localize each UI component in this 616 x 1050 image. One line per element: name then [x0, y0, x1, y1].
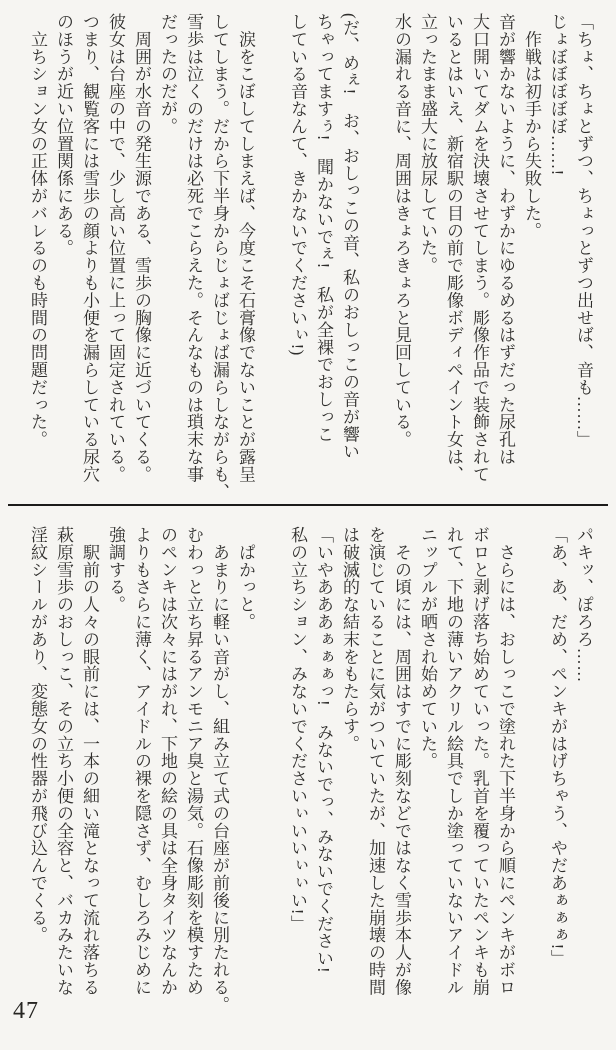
text-line: 作戦は初手から失敗した。	[522, 13, 541, 240]
blank-line	[362, 13, 388, 505]
blank-line	[258, 13, 284, 505]
text-line: 萩原雪歩のおしっこ、その立ち小便の全容と、バカみたいな	[54, 526, 73, 996]
text-line: 強調する。	[106, 526, 125, 613]
text-line: を演じていることに気がついていたが、加速した崩壊の時間	[366, 526, 385, 996]
text-line: 立ったまま盛大に放尿していた。	[418, 13, 437, 274]
text-line: してしまう。だから下半身からじょばじょば漏らしながらも、	[210, 13, 229, 501]
text-line: あまりに軽い音がし、組み立て式の台座が前後に別たれる。	[210, 526, 229, 1014]
text-line: 雪歩は泣くのだけは必死でこらえた。そんなものは瑣末な事	[184, 13, 203, 483]
text-line: 「いやあああぁぁぁっ! みないでっ、みないでください!	[314, 526, 333, 974]
text-line: むわっと立ち昇るアンモニア臭と湯気。石像彫刻を模すため	[184, 526, 203, 996]
text-line: (だ、めぇ! お、おしっこの音、私のおしっこの音が響い	[340, 13, 359, 461]
text-line: ぱかっと。	[236, 526, 255, 631]
section-divider	[8, 504, 608, 506]
text-line: れて、下地の薄いアクリル絵具でしか塗っていないアイドル	[444, 526, 463, 996]
text-line: その頃には、周囲はすでに彫刻などではなく雪歩本人が像	[392, 526, 411, 996]
blank-line	[258, 526, 284, 1018]
text-line: 周囲が水音の発生源である、雪歩の胸像に近づいてくる。	[132, 13, 151, 483]
text-line: 音が響かないように、わずかにゆるめるはずだった尿孔は	[496, 13, 515, 466]
text-line: 立ちション女の正体がバレるのも時間の問題だった。	[28, 13, 47, 448]
blank-line	[518, 526, 544, 1018]
text-line: ちゃってますぅ! 聞かないでぇ! 私が全裸でおしっこ	[314, 13, 333, 443]
text-line: 淫紋シールがあり、変態女の性器が飛び込んでくる。	[28, 526, 47, 944]
text-line: 「あ、あ、だめ、ペンキがはげちゃう、やだあぁぁぁ!」	[548, 526, 567, 968]
bottom-text-block	[24, 526, 596, 1018]
text-line: は破滅的な結末をもたらす。	[340, 526, 359, 753]
text-line: よりもさらに薄く、アイドルの裸を隠さず、むしろみじめに	[132, 526, 151, 996]
text-line: ボロと剥げ落ち始めていった。乳首を覆っていたペンキも崩	[470, 526, 489, 996]
text-line: している音なんて、きかないでくださいぃ!)	[288, 13, 307, 356]
text-line: 私の立ちション、みないでくださいぃいいぃぃい!」	[288, 526, 307, 933]
text-line: 彼女は台座の中で、少し高い位置に上って固定されている。	[106, 13, 125, 483]
text-line: さらには、おしっこで塗れた下半身から順にペンキがボロ	[496, 526, 515, 996]
page-number: 47	[13, 998, 39, 1024]
text-line: のほうが近い位置関係にある。	[54, 13, 73, 257]
text-line: ニップルが晒され始めていた。	[418, 526, 437, 770]
text-line: 駅前の人々の眼前には、一本の細い滝となって流れ落ちる	[80, 526, 99, 996]
text-line: 涙をこぼしてしまえば、今度こそ石膏像でないことが露呈	[236, 13, 255, 483]
text-line: じょぼぼぼぼぼ……!	[548, 13, 567, 176]
text-line: 水の漏れる音に、周囲はきょろきょろと見回している。	[392, 13, 411, 448]
text-line: 「ちょ、ちょとずつ、ちょっとずつ出せば、音も……」	[574, 13, 593, 448]
text-line: つまり、観覧客には雪歩の顔よりも小便を漏らしている尿穴	[80, 13, 99, 483]
text-line: パキッ、ぽろろ……	[574, 526, 593, 683]
text-line: のペンキは次々にはがれ、下地の絵の具は全身タイツなんか	[158, 526, 177, 996]
top-text-block	[24, 13, 596, 505]
text-line: 大口開いてダムを決壊させてしまう。彫像作品で装飾されて	[470, 13, 489, 483]
text-line: だったのだが。	[158, 13, 177, 135]
text-line: いるとはいえ、新宿駅の目の前で彫像ボディペイント女は、	[444, 13, 463, 483]
